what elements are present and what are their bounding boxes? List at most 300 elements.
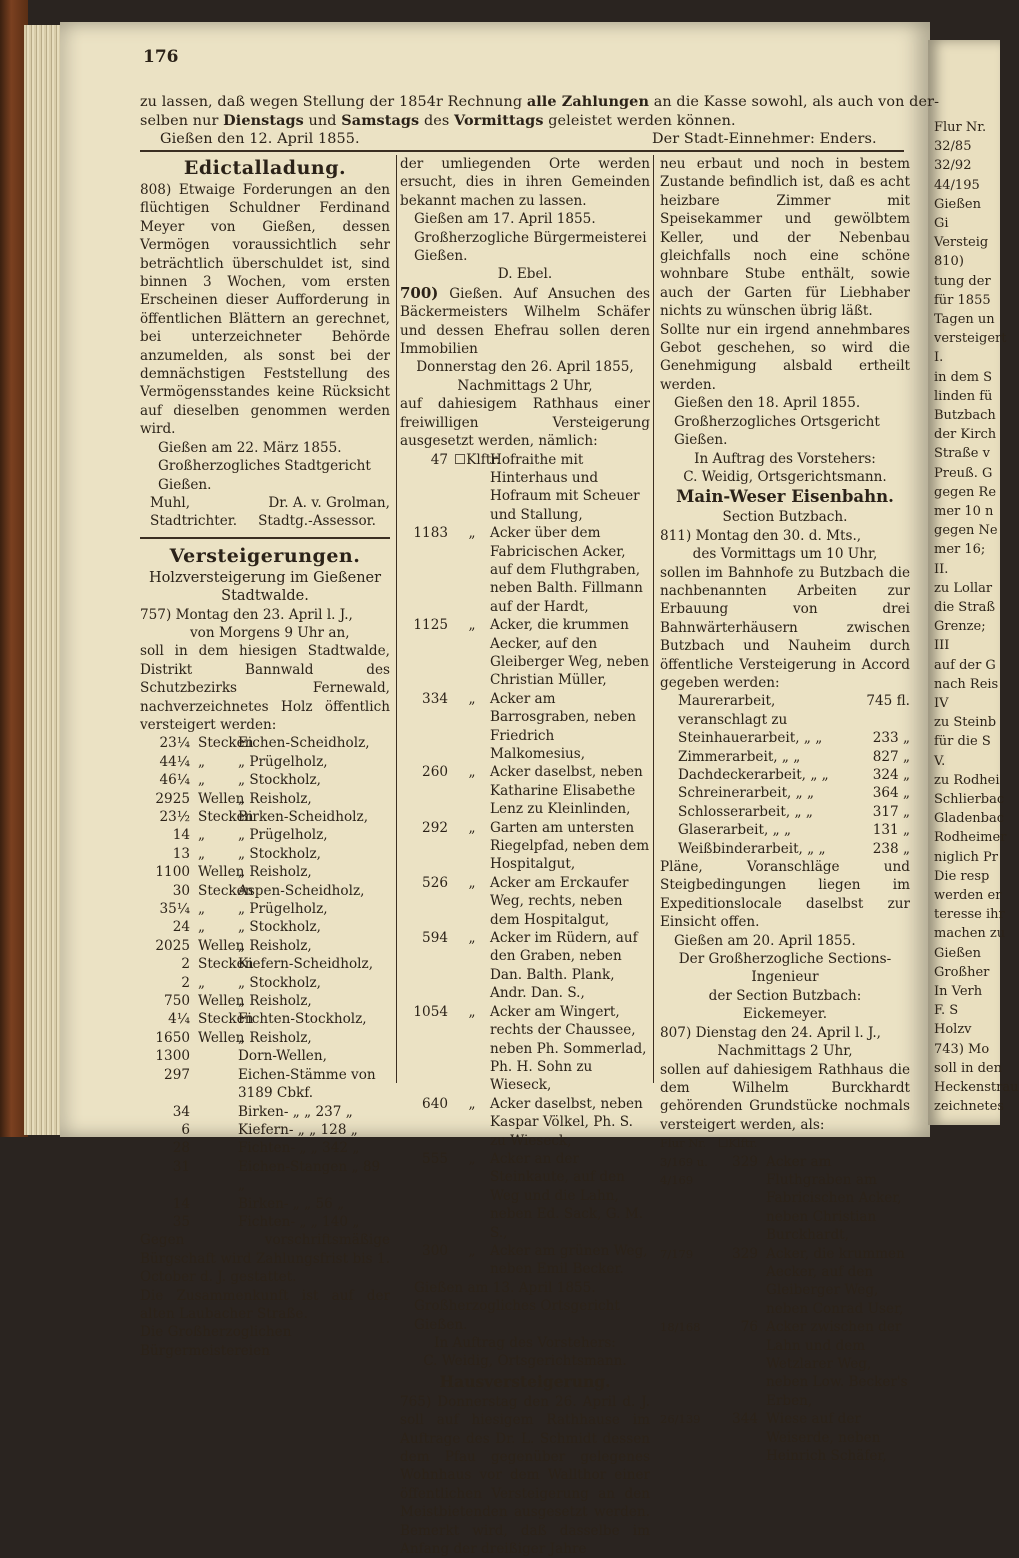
holz-quantity: 750 — [164, 993, 190, 1010]
holz-item — [140, 826, 390, 844]
cost-amount: 364 „ — [872, 785, 910, 802]
holz-wood: „ Prügelholz, — [238, 753, 328, 770]
grund-row — [660, 1410, 910, 1465]
immobilie-unit: „ — [468, 1242, 476, 1259]
grund-when-2: Nachmittags 2 Uhr, — [717, 1043, 853, 1060]
title-assessor: Stadtg.-Assessor. — [258, 513, 376, 530]
holz-wood: Aspen-Scheidholz, — [238, 882, 365, 899]
versteigerungen-title: Versteigerungen. — [169, 544, 361, 567]
next-page-fragment: für die S — [934, 734, 991, 750]
edictalladung-text: 808) Etwaige Forderungen an den flüchtigen Schuldner Ferdinand Meyer von Gießen, dessen Vermögen voraussichtlich sehr beträchtlich überschuldet ist, sind binnen 3 Wochen, vom ersten Erscheinen dieser Aufforderung in öffentlichen Blättern an gerechnet, bei unterzeichneter Behörde anzumelden, als sonst bei der demnächstigen Feststellung des Vermögensstandes keine Rücksicht auf dieselben genommen werden wird. — [140, 182, 390, 438]
next-page-fragment: machen zu — [934, 926, 1006, 942]
cost-row — [660, 821, 910, 839]
holz-quantity: 14 — [172, 827, 190, 844]
holz-quantity: 23½ — [159, 809, 190, 825]
holz-item — [140, 1213, 390, 1231]
next-page-fragment: auf der G — [934, 657, 996, 673]
immobilie-size: 594 — [422, 930, 448, 947]
holz-item — [140, 918, 390, 936]
holz-unit — [198, 1213, 238, 1231]
holz-intro-3: soll in dem hiesigen Stadtwalde, Distrikt Bannwald des Schutzbezirks Fernewald, nachverzeichnetes Holz öffentlich versteigert werden: — [140, 643, 390, 733]
next-page-fragment: mer 10 n — [934, 504, 994, 519]
next-page-fragment: Rodheimer — [934, 830, 1007, 846]
haus-commission: In Auftrag des Vorstehers: — [694, 450, 876, 467]
holz-unit: „ — [198, 919, 206, 936]
buergermeister-office: Großherzogliche Bürgermeisterei Gießen. — [414, 229, 647, 265]
cost-amount: 131 „ — [872, 822, 910, 839]
holz-unit: „ — [198, 974, 206, 991]
holz-quantity: 44¼ — [159, 753, 190, 770]
grund-flur: 18/168 — [660, 1320, 701, 1335]
holz-wood: Fichten-Stockholz, — [238, 1011, 367, 1028]
title-stadtrichter: Stadtrichter. — [150, 513, 238, 530]
holz-quantity: 13 — [172, 845, 190, 862]
column-2 — [400, 155, 650, 1558]
eisenbahn-text: sollen im Bahnhofe zu Butzbach die nachbenannten Arbeiten zur Erbauung von drei Bahnwärterhäusern zwischen Butzbach und Nauheim durch öffentliche Versteigerung in Accord gegeben werden: — [660, 564, 910, 691]
holz-wood: „ Prügelholz, — [238, 827, 328, 844]
holz-unit: „ — [198, 845, 206, 862]
cost-amount: 233 „ — [872, 730, 910, 747]
ortsgericht-date: Gießen am 13. April 1855. — [414, 1279, 596, 1296]
grund-when-1: 807) Dienstag den 24. April l. J., — [660, 1024, 882, 1041]
cost-label: Schlosserarbeit, „ „ — [678, 803, 813, 820]
holz-item — [140, 845, 390, 863]
holz-unit: „ — [198, 753, 206, 770]
holz-unit — [198, 1047, 238, 1065]
eisenbahn-text-2: Pläne, Voranschläge und Steigbedingungen liegen im Expeditionslocale daselbst zur Einsicht offen. — [660, 859, 910, 931]
holz-wood: Birken- „ „ 56 „ — [238, 1195, 345, 1212]
cost-amount: 317 „ — [872, 803, 910, 820]
holz-wood: Eichen-Scheidholz, — [238, 735, 370, 752]
holz-unit — [198, 1121, 238, 1139]
holz-quantity: 4¼ — [168, 1011, 190, 1028]
next-page-fragment: Tagen un — [934, 312, 995, 327]
buergermeister-cont: der umliegenden Orte werden ersucht, dies in ihren Gemeinden bekannt machen zu lassen. — [400, 156, 650, 209]
next-page-fragment: III — [934, 638, 950, 654]
holz-item — [140, 808, 390, 826]
immobilie-row — [400, 616, 650, 690]
next-page-fragment: Flur Nr. — [934, 120, 987, 135]
cost-list — [660, 692, 910, 858]
next-page-fragment: Preuß. G — [934, 465, 993, 481]
holz-item — [140, 771, 390, 789]
holz-wood: „ Reisholz, — [238, 790, 312, 807]
next-page-fragment: niglich Pr — [934, 849, 998, 865]
cost-label: Glaserarbeit, „ „ — [678, 822, 792, 839]
holz-item — [140, 863, 390, 881]
immobilie-row — [400, 1003, 650, 1095]
holz-unit — [198, 1066, 238, 1103]
signature-grolman: Dr. A. v. Grolman, — [268, 494, 390, 511]
holz-quantity: 2025 — [155, 937, 190, 954]
cost-amount: 827 „ — [872, 748, 910, 765]
next-page-fragment: V. — [934, 753, 946, 769]
next-page-fragment: 810) — [934, 254, 964, 270]
immobilie-size: 555 — [422, 1150, 448, 1167]
holz-quantity: 30 — [172, 882, 190, 899]
holz-item — [140, 992, 390, 1010]
holz-quantity: 23¼ — [159, 735, 190, 752]
next-page-fragment: zu Lollar — [934, 580, 993, 596]
next-page-fragment: in dem S — [934, 369, 993, 385]
next-page-fragment: zu Steinb — [934, 715, 997, 731]
holz-wood: „ Stockholz, — [238, 974, 321, 991]
immobilie-size: 47 — [430, 451, 448, 468]
next-page-fragment: tung der — [934, 273, 991, 289]
cost-label: Dachdeckerarbeit, „ „ — [678, 767, 829, 783]
eisenbahn-date: Gießen am 20. April 1855. — [674, 932, 856, 949]
immobilie-unit: ☐Klftr. — [454, 451, 501, 468]
holz-intro-1: 757) Montag den 23. April l. J., — [140, 606, 353, 623]
holz-quantity: 28 — [172, 1140, 190, 1157]
holz-item — [140, 1066, 390, 1103]
holz-quantity: 2925 — [155, 790, 190, 807]
next-page-fragment: Gi — [934, 216, 949, 231]
grund-text: sollen auf dahiesigem Rathhaus die dem Wilhelm Burckhardt gehörenden Grundstücke nochmals versteigert werden, als: — [660, 1061, 910, 1133]
grund-size: 329 — [732, 1245, 758, 1262]
top-notice-line-1: zu lassen, daß wegen Stellung der 1854r Rechnung alle Zahlungen an die Kasse sowohl, als auch von der- — [140, 93, 940, 110]
eisenbahn-section: Section Butzbach. — [722, 509, 848, 526]
buergermeister-sig: D. Ebel. — [497, 266, 553, 283]
holz-unit: Wellen — [198, 1029, 245, 1046]
immobilie-row — [400, 1095, 650, 1150]
holz-item — [140, 882, 390, 900]
immobilie-desc: Acker im Rüdern, auf den Graben, neben Dan. Balth. Plank, Andr. Dan. S., — [490, 930, 638, 1002]
holz-items — [140, 734, 390, 1231]
eisenbahn-title: Main-Weser Eisenbahn. — [676, 487, 894, 507]
holz-unit: Stecken — [198, 882, 254, 899]
hausversteigerung-title: Hausversteigerung. — [439, 1371, 611, 1391]
immobilie-size: 526 — [422, 874, 448, 891]
next-page-fragment: Gießen — [934, 196, 981, 212]
holz-item — [140, 1158, 390, 1195]
holz-wood: Fichten- „ „ 342 „ — [238, 1140, 360, 1157]
holz-unit — [198, 1139, 238, 1157]
holz-wood: „ Stockholz, — [238, 772, 321, 789]
immobilie-row — [400, 1150, 650, 1242]
ortsgericht-label: Großherzogliches Ortsgericht Gießen. — [414, 1298, 620, 1333]
immobilie-unit: „ — [468, 1150, 476, 1167]
next-page-fragment: Gießen — [934, 945, 981, 961]
next-page-fragment: gegen Re — [934, 484, 997, 500]
eisenbahn-when-2: des Vormittags um 10 Uhr, — [692, 546, 878, 563]
grund-desc: Acker am Fluthgraben am Fabricischen Acker, neben Christian Burckhardt, — [766, 1153, 902, 1244]
holz-wood: Dorn-Wellen, — [238, 1048, 327, 1065]
immobilie-unit: „ — [468, 1095, 476, 1112]
page-number: 176 — [143, 47, 179, 67]
cost-row — [660, 840, 910, 858]
haus-date: Gießen den 18. April 1855. — [674, 395, 861, 412]
haus-sig: C. Weidig, Ortsgerichtsmann. — [683, 468, 887, 485]
immobilie-unit: „ — [468, 1003, 476, 1020]
holz-unit: Wellen — [198, 993, 245, 1010]
holz-quantity: 35¼ — [159, 901, 190, 918]
cost-label: Steinhauerarbeit, „ „ — [678, 730, 823, 747]
haus-court: Großherzogliches Ortsgericht Gießen. — [674, 413, 880, 449]
next-page-fragment: zu Rodhei — [934, 772, 1000, 788]
holz-item — [140, 753, 390, 771]
holz-unit: Stecken — [198, 809, 254, 825]
immobilie-unit: „ — [468, 764, 476, 781]
grund-size: 329 — [732, 1153, 758, 1170]
cost-amount: 324 „ — [872, 767, 910, 783]
cost-row — [660, 803, 910, 821]
grund-list — [660, 1153, 910, 1466]
edictalladung-title: Edictalladung. — [183, 157, 347, 179]
next-page-fragment: IV — [934, 696, 949, 711]
holz-unit: Stecken — [198, 735, 254, 752]
next-page-fragment: In Verh — [934, 984, 983, 999]
holz-intro-2: von Morgens 9 Uhr an, — [190, 624, 350, 641]
holz-item — [140, 790, 390, 808]
immobilie-desc: Acker an der Steinkaute, auf den Weg und die Lahn, neben Ed. Sack, G. M. S., — [490, 1150, 644, 1241]
cost-label: Schreinerarbeit, „ „ — [678, 785, 815, 802]
next-page-fragment: I. — [934, 350, 944, 366]
holz-unit — [198, 1158, 238, 1195]
holz-unit: Wellen — [198, 790, 245, 807]
next-page-fragment: teresse ihr — [934, 907, 1005, 923]
header-flur: Flur Nr. — [660, 1136, 707, 1151]
grund-row — [660, 1318, 910, 1410]
holz-quantity: 6 — [181, 1121, 190, 1138]
holz-item — [140, 1121, 390, 1139]
column-1 — [140, 155, 390, 1360]
holz-quantity: 297 — [164, 1066, 190, 1083]
immobilie-row — [400, 690, 650, 764]
immobilie-unit: „ — [468, 525, 476, 542]
haus-cont-2: Sollte nur ein irgend annehmbares Gebot geschehen, so wird die Genehmigung alsbald ertheilt werden. — [660, 321, 910, 393]
immobilie-desc: Acker über dem Fabricischen Acker, auf dem Fluthgraben, neben Balth. Fillmann auf der Hardt, — [490, 525, 643, 615]
immobilie-size: 300 — [422, 1242, 448, 1259]
holz-wood: „ Reisholz, — [238, 1029, 312, 1046]
immobilie-unit: „ — [468, 819, 476, 836]
top-notice-signer: Der Stadt-Einnehmer: Enders. — [652, 131, 877, 147]
holz-wood: „ Prügelholz, — [238, 901, 328, 918]
immobilie-desc: Acker am Barrosgraben, neben Friedrich Malkomesius, — [490, 690, 637, 762]
cost-row — [660, 784, 910, 802]
next-page-fragment: Großher — [934, 964, 990, 980]
holz-quantity: 14 — [172, 1195, 190, 1212]
holz-wood: Birken-Scheidholz, — [238, 809, 369, 825]
holz-item — [140, 1047, 390, 1065]
immobilien-when-3: auf dahiesigem Rathhaus einer freiwilligen Versteigerung ausgesetzt werden, nämlich: — [400, 396, 650, 450]
holz-item — [140, 974, 390, 992]
immobilien-intro — [400, 284, 650, 359]
grund-size: 76 — [740, 1319, 758, 1336]
next-page-fragment: mer 16; — [934, 542, 986, 558]
holz-unit: Stecken — [198, 1011, 254, 1028]
next-page-fragment: Heckenstrau — [934, 1080, 1019, 1095]
next-page-fragment: 44/195 — [934, 177, 980, 193]
holz-item — [140, 900, 390, 918]
immobilie-size: 1054 — [413, 1003, 448, 1020]
holz-wood: „ Stockholz, — [238, 845, 321, 862]
haus-cont: neu erbaut und noch in bestem Zustande befindlich ist, daß es acht heizbare Zimmer mit Speisekammer und gewölbtem Keller, und der Nebenbau gleichfalls noch eine schöne wohnbare Stube enthält, sowie auch der Garten für Liebhaber nichts zu wünschen übrig läßt. — [660, 156, 910, 320]
immobilie-size: 334 — [422, 690, 448, 707]
grund-flur: 26/139 — [660, 1412, 701, 1427]
next-page-fragment: F. S — [934, 1003, 959, 1019]
immobilie-desc: Garten am untersten Riegelpfad, neben dem Hospitalgut, — [490, 819, 650, 873]
next-page-fragment: der Kirch — [934, 427, 997, 443]
grund-size: 344 — [732, 1411, 758, 1428]
holz-quantity: 2 — [181, 956, 190, 973]
grund-row — [660, 1153, 910, 1245]
next-page-fragment: Schlierbac — [934, 792, 1005, 807]
immobilie-size: 260 — [422, 764, 448, 781]
holz-quantity: 2 — [181, 974, 190, 991]
next-page-fragment: linden fü — [934, 388, 993, 404]
immobilie-row — [400, 451, 650, 525]
immobilien-when-1: Donnerstag den 26. April 1855, — [416, 359, 634, 376]
section-rule — [140, 537, 390, 539]
engineer-line-1: Der Großherzogliche Sections-Ingenieur — [678, 951, 892, 986]
next-page-fragment: versteigert — [934, 331, 1007, 347]
holz-item — [140, 937, 390, 955]
buergermeister-date: Gießen am 17. April 1855. — [414, 211, 596, 228]
ortsgericht-sig: C. Weidig, Ortsgerichtsmann. — [423, 1353, 627, 1370]
immobilie-size: 1183 — [413, 525, 448, 542]
immobilie-unit: „ — [468, 617, 476, 634]
immobilie-desc: Acker daselbst, neben Kaspar Völkel, Ph. S. zu Wieseck, — [490, 1095, 643, 1149]
column-rule-1 — [396, 155, 397, 1083]
immobilie-size: 640 — [422, 1095, 448, 1112]
signature-muhl: Muhl, — [150, 494, 191, 511]
holz-wood: Birken- „ „ 237 „ — [238, 1103, 353, 1120]
cost-amount: 238 „ — [872, 840, 910, 857]
holz-quantity: 1100 — [155, 864, 190, 881]
holz-outro-3: Die Großherzoglichen Bürgermeistereien — [140, 1324, 292, 1359]
next-page-fragment: Die resp — [934, 868, 990, 884]
grund-flur: 7/179 — [660, 1246, 694, 1261]
next-page-fragment: Butzbach — [934, 408, 996, 423]
immobilien-list — [400, 451, 650, 1279]
holz-unit — [198, 1195, 238, 1213]
next-page-fragment: 32/85 — [934, 139, 972, 155]
top-notice-date: Gießen den 12. April 1855. — [160, 131, 360, 147]
column-rule-2 — [653, 155, 654, 1083]
holz-wood: „ Reisholz, — [238, 993, 312, 1010]
holz-wood: Eichen-Stangen „ 89 „ — [238, 1158, 381, 1194]
engineer-line-2: der Section Butzbach: — [708, 987, 862, 1004]
header-rule — [140, 150, 904, 152]
next-page-fragment: Gladenbac — [934, 811, 1005, 827]
holz-item — [140, 1195, 390, 1213]
holz-item — [140, 734, 390, 752]
immobilie-size: 1125 — [413, 617, 448, 634]
stadtgericht-label: Großherzogliches Stadtgericht Gießen. — [158, 458, 371, 493]
immobilie-unit: „ — [468, 874, 476, 891]
notice-number-700: 700) — [400, 283, 439, 302]
next-page-fragment: 743) Mo — [934, 1041, 990, 1057]
adjacent-page — [928, 40, 1019, 1125]
holz-unit — [198, 1103, 238, 1121]
holz-wood: Eichen-Stämme von 3189 Cbkf. — [238, 1066, 376, 1102]
next-page-fragment: Versteig — [934, 235, 989, 251]
next-page-fragment: werden er — [934, 888, 1002, 903]
next-page-fragment: Holzv — [934, 1022, 972, 1038]
edictalladung-date: Gießen am 22. März 1855. — [158, 439, 342, 456]
next-page-fragment: soll in den — [934, 1060, 1002, 1076]
immobilie-desc: Acker daselbst, neben Katharine Elisabethe Lenz zu Kleinlinden, — [490, 764, 643, 818]
cost-row — [660, 766, 910, 784]
holz-quantity: 1300 — [155, 1048, 190, 1065]
holz-outro-1: Gegen vorschriftsmäßige Bürgschaft wird Zahlungsfrist bis 1. October d. J. gestattet. — [140, 1232, 390, 1286]
holz-wood: „ Stockholz, — [238, 919, 321, 936]
cost-label: Zimmerarbeit, „ „ — [678, 748, 801, 765]
cost-label: Weißbinderarbeit, „ „ — [678, 840, 826, 857]
column-3 — [660, 155, 910, 1465]
holz-quantity: 46¼ — [159, 772, 190, 789]
immobilie-row — [400, 1242, 650, 1279]
next-page-fragment: gegen Ne — [934, 523, 998, 539]
ortsgericht-commission: In Auftrag des Vorstehers: — [434, 1335, 616, 1351]
grund-header — [660, 1134, 910, 1152]
holz-wood: Kiefern- „ „ 128 „ — [238, 1121, 358, 1138]
holz-unit: „ — [198, 901, 206, 918]
signature-titles — [140, 512, 390, 530]
engineer-name: Eickemeyer. — [742, 1006, 828, 1023]
next-page-fragment: für 1855 — [934, 292, 991, 308]
immobilie-row — [400, 874, 650, 929]
holz-subtitle: Holzversteigerung im Gießener Stadtwalde. — [148, 569, 382, 605]
immobilien-when-2: Nachmittags 2 Uhr, — [457, 377, 593, 394]
next-page-fragment: die Straß — [934, 600, 996, 615]
cost-label: Maurerarbeit, veranschlagt zu — [678, 693, 788, 728]
next-page-fragment: II. — [934, 561, 949, 577]
top-notice-line-2: selben nur Dienstags und Samstags des Vormittags geleistet werden können. — [140, 112, 736, 129]
immobilie-row — [400, 763, 650, 818]
immobilie-unit: „ — [468, 930, 476, 947]
immobilie-row — [400, 819, 650, 874]
eisenbahn-when-1: 811) Montag den 30. d. Mts., — [660, 527, 862, 544]
immobilie-desc: Acker am Erckaufer Weg, rechts, neben dem Hospitalgut, — [490, 874, 629, 928]
holz-wood: Kiefern-Scheidholz, — [238, 956, 374, 973]
holz-unit: „ — [198, 827, 206, 844]
holz-quantity: 34 — [172, 1103, 190, 1120]
cost-amount: 745 fl. — [866, 693, 910, 710]
signatures — [140, 494, 390, 512]
grund-flur: 3/169 u. 4/169 — [660, 1154, 708, 1187]
holz-wood: „ Reisholz, — [238, 864, 312, 881]
holz-outro-2: Die Zusammenkunft ist auf der alten Laubacher Straße. — [140, 1287, 390, 1322]
holz-quantity: 31 — [172, 1158, 190, 1175]
next-page-fragment: Grenze; — [934, 619, 986, 635]
cost-row — [660, 729, 910, 747]
holz-unit: Wellen — [198, 937, 245, 954]
immobilie-desc: Acker am grünen Weg, neben Emil Becker. — [490, 1242, 648, 1278]
holz-quantity: 1650 — [155, 1029, 190, 1046]
holz-item — [140, 955, 390, 973]
next-page-fragment: zeichnetes — [934, 1099, 1005, 1115]
holz-unit: „ — [198, 772, 206, 789]
immobilie-desc: Hofraithe mit Hinterhaus und Hofraum mit Scheuer und Stallung, — [490, 451, 640, 523]
immobilie-unit: „ — [468, 690, 476, 707]
grund-desc: Acker, die krummen Aecker, auf den Gleiberger Weg, neben Conrad User, — [766, 1245, 905, 1317]
immobilien-intro-text: Gießen. Auf Ansuchen des Bäckermeisters Wilhelm Schäfer und dessen Ehefrau sollen deren Immobilien — [400, 285, 650, 358]
holz-item — [140, 1103, 390, 1121]
next-page-fragment: nach Reis — [934, 676, 999, 692]
next-page-fragment: Straße v — [934, 446, 990, 462]
immobilie-row — [400, 929, 650, 1003]
holz-item — [140, 1010, 390, 1028]
immobilie-desc: Acker, die krummen Aecker, auf den Gleiberger Weg, neben Christian Müller, — [490, 617, 649, 689]
cost-row — [660, 748, 910, 766]
cost-row — [660, 692, 910, 729]
holz-item — [140, 1139, 390, 1157]
immobilie-row — [400, 524, 650, 616]
holz-item — [140, 1029, 390, 1047]
immobilie-desc: Acker am Wingert, rechts der Chaussee, neben Ph. Sommerlad, Ph. H. Sohn zu Wieseck, — [490, 1003, 647, 1094]
